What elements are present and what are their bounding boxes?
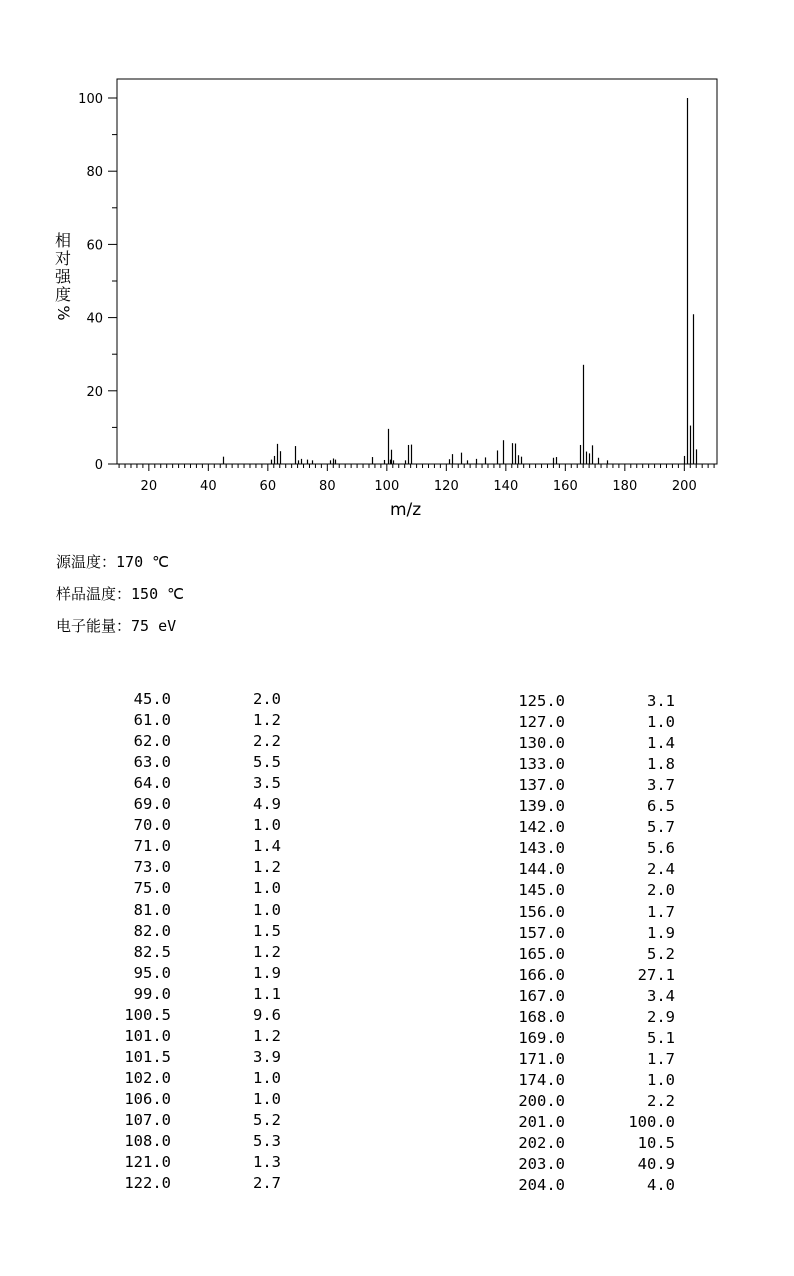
peak-mz: 69.0 [133,795,171,814]
peak-mz: 202.0 [518,1134,565,1153]
peak-mz: 81.0 [133,900,171,919]
peak-mz: 62.0 [133,732,171,751]
peak-mz: 137.0 [518,776,565,795]
peak-mz: 101.0 [124,1026,171,1045]
peak-mz: 95.0 [133,963,171,982]
peak-mz: 121.0 [124,1153,171,1172]
peak-mz: 200.0 [518,1091,565,1110]
x-tick-label: 40 [200,479,217,494]
peak-intensity: 2.2 [253,732,281,751]
peak-intensity: 1.3 [253,1153,281,1172]
x-tick-label: 200 [671,479,697,494]
peak-intensity: 1.0 [647,1070,675,1089]
peak-intensity: 5.2 [253,1111,281,1129]
peak-intensity: 1.0 [647,713,675,732]
x-axis-label: m/z [390,500,422,520]
peak-intensity: 2.9 [647,1007,675,1026]
peak-mz: 82.5 [133,942,171,961]
peak-intensity: 1.8 [647,755,675,774]
peak-mz: 156.0 [518,902,565,921]
peak-intensity: 5.5 [253,753,281,772]
x-tick-label: 60 [259,479,277,494]
sample-temperature: 样品温度：150 ℃ [56,585,184,603]
peak-mz: 168.0 [518,1007,565,1026]
peak-intensity: 1.0 [253,1068,281,1087]
peak-mz: 142.0 [518,818,565,837]
peak-mz: 144.0 [518,860,565,879]
peak-mz: 45.0 [133,690,171,708]
peak-intensity: 10.5 [637,1134,675,1153]
peak-intensity: 2.0 [253,690,281,708]
peak-mz: 139.0 [518,797,565,816]
peak-mz: 64.0 [133,774,171,793]
peak-mz: 63.0 [133,753,171,772]
mass-spectrum-chart [0,0,794,530]
x-tick-label: 180 [612,479,638,494]
x-tick-label: 20 [140,479,158,494]
y-tick-label: 80 [86,165,103,181]
peak-mz: 166.0 [518,965,565,984]
peak-mz: 107.0 [124,1111,171,1129]
peak-intensity: 1.2 [253,1026,281,1045]
peak-intensity: 1.0 [253,816,281,835]
peak-mz: 101.5 [124,1047,171,1066]
peak-intensity: 1.0 [253,900,281,919]
peak-intensity: 5.7 [647,818,675,837]
peak-mz: 143.0 [518,839,565,858]
peak-intensity: 9.6 [253,1005,281,1024]
peak-mz: 203.0 [518,1155,565,1174]
peak-mz: 106.0 [124,1089,171,1108]
source-temperature: 源温度：170 ℃ [56,553,169,571]
x-tick-label: 160 [552,479,578,494]
peak-intensity: 1.9 [647,923,675,942]
peak-intensity: 3.7 [647,776,675,795]
x-tick-label: 80 [319,479,336,494]
peak-mz: 167.0 [518,986,565,1005]
peak-mz: 100.5 [124,1005,171,1024]
peak-intensity: 40.9 [637,1155,675,1174]
peak-intensity: 1.0 [253,1089,281,1108]
peak-mz: 204.0 [518,1176,565,1195]
peak-intensity: 1.2 [253,942,281,961]
peak-intensity: 5.1 [647,1028,675,1047]
peak-intensity: 2.4 [647,860,675,879]
peak-intensity: 1.9 [253,963,281,982]
peak-mz: 71.0 [133,837,171,856]
peak-mz: 73.0 [133,858,171,877]
peak-intensity: 2.7 [253,1174,281,1193]
peak-mz: 174.0 [518,1070,565,1089]
y-tick-label: 60 [86,238,103,254]
peak-mz: 125.0 [518,692,565,710]
y-tick-label: 40 [86,311,103,327]
peak-mz: 133.0 [518,755,565,774]
peak-mz: 165.0 [518,944,565,963]
peak-mz: 108.0 [124,1132,171,1151]
peak-intensity: 5.3 [253,1132,281,1151]
plot-frame [117,79,717,464]
peak-intensity: 1.2 [253,711,281,730]
peak-mz: 201.0 [518,1113,565,1131]
electron-energy: 电子能量：75 eV [56,617,177,635]
x-axis-ticks [119,464,714,494]
peak-intensity: 3.9 [253,1047,281,1066]
peak-intensity: 6.5 [647,797,675,816]
peak-mz: 70.0 [133,816,171,835]
peak-intensity: 1.4 [253,837,281,856]
peak-intensity: 2.2 [647,1091,675,1110]
y-axis-ticks [78,92,117,473]
peak-intensity: 1.4 [647,734,675,753]
peak-intensity: 3.4 [647,986,675,1005]
x-tick-label: 100 [374,479,400,494]
peak-mz: 169.0 [518,1028,565,1047]
peak-intensity: 1.7 [647,902,675,921]
peak-mz: 122.0 [124,1174,171,1193]
peak-mz: 130.0 [518,734,565,753]
y-axis-label: 相 对 强 度 % [54,231,73,321]
peak-intensity: 27.1 [637,965,675,984]
peak-intensity: 2.0 [647,881,675,900]
peak-intensity: 1.0 [253,879,281,898]
peak-intensity: 1.2 [253,858,281,877]
y-tick-label: 100 [78,92,103,107]
peak-intensity: 5.2 [647,944,675,963]
peak-intensity: 4.0 [647,1176,675,1195]
peak-mz: 157.0 [518,923,565,942]
y-tick-label: 20 [86,384,103,400]
peak-mz: 99.0 [133,984,171,1003]
peak-mz: 127.0 [518,713,565,732]
peak-intensity: 3.1 [647,692,675,710]
y-tick-label: 0 [94,458,103,473]
peak-intensity: 1.7 [647,1049,675,1068]
peak-intensity: 1.1 [253,984,281,1003]
peak-intensity: 100.0 [628,1113,675,1131]
x-tick-label: 120 [433,479,459,494]
peak-bars [224,98,697,464]
peak-mz: 75.0 [133,879,171,898]
peak-intensity: 4.9 [253,795,281,814]
x-tick-label: 140 [493,479,519,494]
peak-mz: 82.0 [133,921,171,940]
peak-intensity: 1.5 [253,921,281,940]
peak-mz: 145.0 [518,881,565,900]
peak-intensity: 3.5 [253,774,281,793]
peak-mz: 171.0 [518,1049,565,1068]
peak-mz: 102.0 [124,1068,171,1087]
peak-mz: 61.0 [133,711,171,730]
peak-intensity: 5.6 [647,839,675,858]
